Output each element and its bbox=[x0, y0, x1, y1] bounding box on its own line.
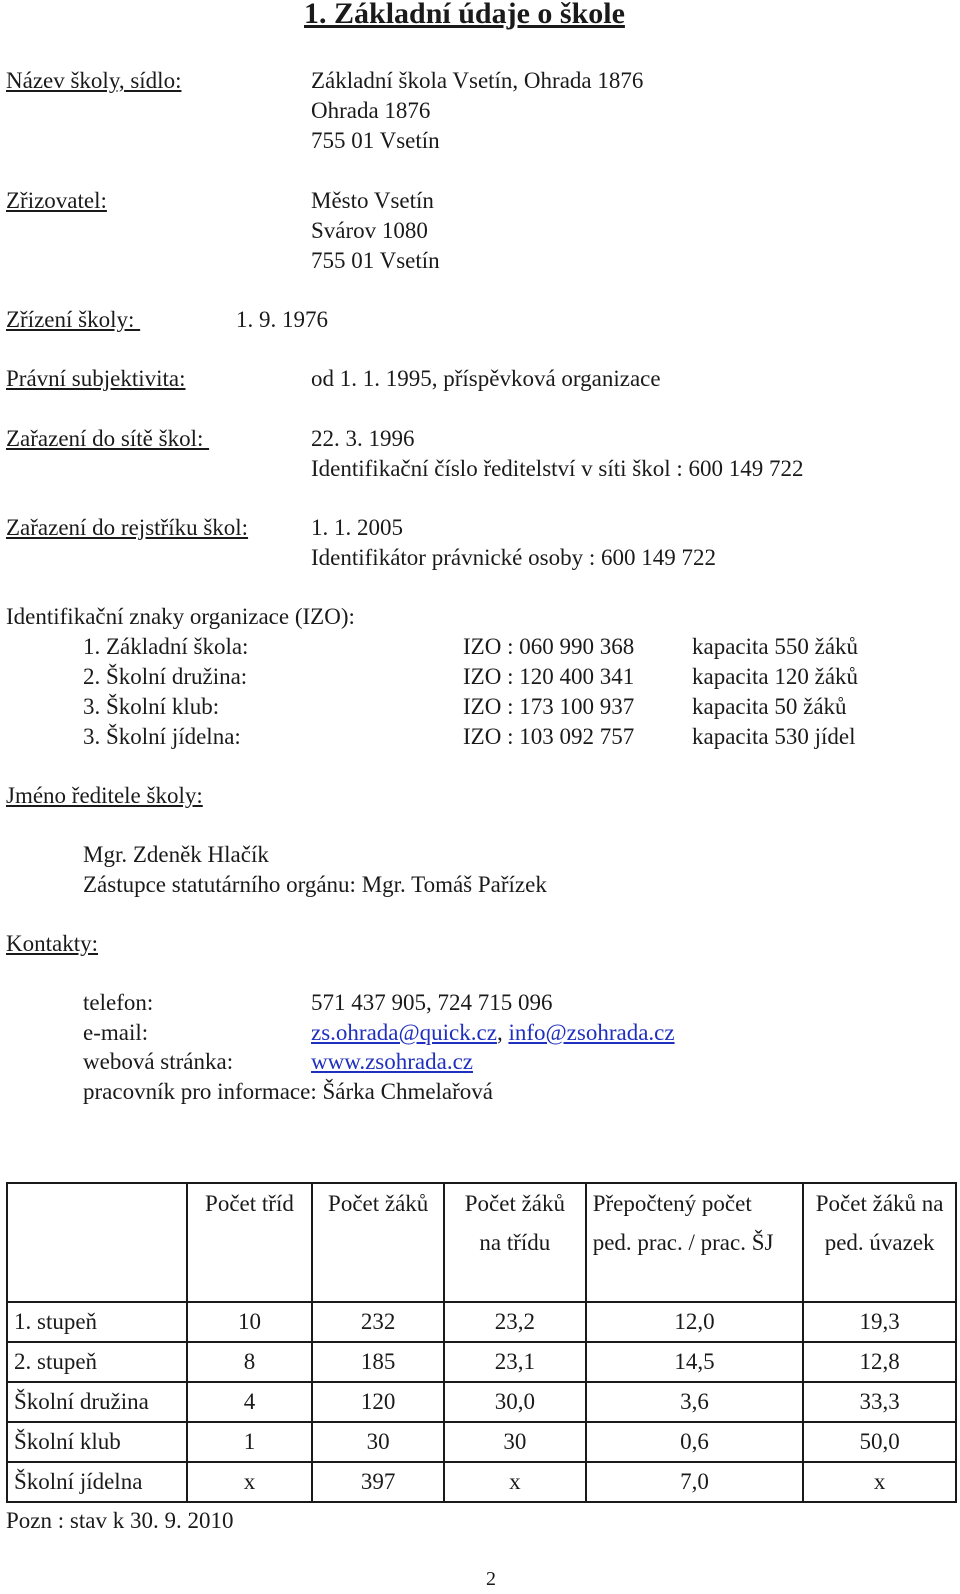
table-header-row bbox=[7, 1183, 956, 1302]
page-number: 2 bbox=[486, 1568, 496, 1590]
table-cell: 397 bbox=[312, 1462, 444, 1502]
table-row bbox=[7, 1462, 956, 1502]
table-header-staff: Přepočtený počet ped. prac. / prac. ŠJ bbox=[586, 1183, 804, 1302]
izo-row-2-code: IZO : 120 400 341 bbox=[463, 664, 635, 689]
email-values bbox=[311, 1018, 675, 1048]
school-line-1: Základní škola Vsetín, Ohrada 1876 bbox=[311, 68, 644, 93]
email-link-1[interactable]: zs.ohrada@quick.cz bbox=[311, 1020, 497, 1045]
table-cell: 0,6 bbox=[586, 1422, 804, 1462]
table-row bbox=[7, 1422, 956, 1462]
stats-table bbox=[6, 1182, 957, 1503]
established-value: 1. 9. 1976 bbox=[236, 307, 328, 332]
table-cell: 33,3 bbox=[803, 1382, 956, 1422]
email-link-2[interactable]: info@zsohrada.cz bbox=[508, 1020, 675, 1045]
table-cell: Školní družina bbox=[7, 1382, 187, 1422]
network-detail: Identifikační číslo ředitelství v síti škol : 600 149 722 bbox=[311, 456, 804, 481]
izo-row-4-name: 3. Školní jídelna: bbox=[83, 724, 241, 749]
izo-row-3-name: 3. Školní klub: bbox=[83, 694, 220, 719]
table-cell: 3,6 bbox=[586, 1382, 804, 1422]
legal-label: Právní subjektivita: bbox=[6, 366, 186, 391]
table-cell: 50,0 bbox=[803, 1422, 956, 1462]
table-cell: x bbox=[803, 1462, 956, 1502]
izo-row-4-capacity: kapacita 530 jídel bbox=[692, 724, 856, 749]
table-header-classes: Počet tříd bbox=[187, 1183, 313, 1302]
table-cell: 7,0 bbox=[586, 1462, 804, 1502]
table-cell: 1. stupeň bbox=[7, 1302, 187, 1342]
register-detail: Identifikátor právnické osoby : 600 149 722 bbox=[311, 545, 716, 570]
network-value: 22. 3. 1996 bbox=[311, 426, 415, 451]
register-label: Zařazení do rejstříku škol: bbox=[6, 515, 249, 540]
web-label: webová stránka: bbox=[83, 1049, 234, 1074]
table-cell: 14,5 bbox=[586, 1342, 804, 1382]
web-link[interactable]: www.zsohrada.cz bbox=[311, 1049, 473, 1074]
table-cell: 4 bbox=[187, 1382, 313, 1422]
deputy-name: Zástupce statutárního orgánu: Mgr. Tomáš Pařízek bbox=[83, 872, 547, 897]
table-cell: Školní jídelna bbox=[7, 1462, 187, 1502]
izo-row-1-capacity: kapacita 550 žáků bbox=[692, 634, 859, 659]
table-cell: 30 bbox=[312, 1422, 444, 1462]
table-row bbox=[7, 1382, 956, 1422]
izo-row-3-capacity: kapacita 50 žáků bbox=[692, 694, 847, 719]
table-cell: 2. stupeň bbox=[7, 1342, 187, 1382]
phone-label: telefon: bbox=[83, 990, 154, 1015]
school-line-3: 755 01 Vsetín bbox=[311, 128, 440, 153]
izo-row-4-code: IZO : 103 092 757 bbox=[463, 724, 635, 749]
table-row bbox=[7, 1302, 956, 1342]
izo-row-2-name: 2. Školní družina: bbox=[83, 664, 248, 689]
school-line-2: Ohrada 1876 bbox=[311, 98, 431, 123]
table-cell: 185 bbox=[312, 1342, 444, 1382]
table-header-pupils: Počet žáků bbox=[312, 1183, 444, 1302]
izo-row-1-code: IZO : 060 990 368 bbox=[463, 634, 635, 659]
table-cell: 10 bbox=[187, 1302, 313, 1342]
table-cell: 120 bbox=[312, 1382, 444, 1422]
founder-line-3: 755 01 Vsetín bbox=[311, 248, 440, 273]
phone-value: 571 437 905, 724 715 096 bbox=[311, 990, 553, 1015]
table-cell: 12,8 bbox=[803, 1342, 956, 1382]
izo-row-3-code: IZO : 173 100 937 bbox=[463, 694, 635, 719]
table-cell: x bbox=[187, 1462, 313, 1502]
table-cell: 8 bbox=[187, 1342, 313, 1382]
founder-line-1: Město Vsetín bbox=[311, 188, 434, 213]
izo-label: Identifikační znaky organizace (IZO): bbox=[6, 604, 355, 629]
director-name: Mgr. Zdeněk Hlačík bbox=[83, 842, 269, 867]
director-label: Jméno ředitele školy: bbox=[6, 783, 203, 808]
table-header-pupils-per-teacher: Počet žáků na ped. úvazek bbox=[803, 1183, 956, 1302]
founder-label: Zřizovatel: bbox=[6, 188, 107, 213]
table-cell: 232 bbox=[312, 1302, 444, 1342]
legal-value: od 1. 1. 1995, příspěvková organizace bbox=[311, 366, 661, 391]
izo-row-1-name: 1. Základní škola: bbox=[83, 634, 249, 659]
table-cell: 30,0 bbox=[444, 1382, 586, 1422]
email-label: e-mail: bbox=[83, 1020, 149, 1045]
established-label: Zřízení školy: bbox=[6, 307, 141, 332]
school-label: Název školy, sídlo: bbox=[6, 68, 182, 93]
page-title: 1. Základní údaje o škole bbox=[304, 0, 625, 30]
founder-line-2: Svárov 1080 bbox=[311, 218, 428, 243]
table-note: Pozn : stav k 30. 9. 2010 bbox=[6, 1508, 234, 1533]
table-header-empty bbox=[7, 1183, 187, 1302]
network-label: Zařazení do sítě škol: bbox=[6, 426, 210, 451]
table-cell: 12,0 bbox=[586, 1302, 804, 1342]
table-cell: 19,3 bbox=[803, 1302, 956, 1342]
table-cell: 1 bbox=[187, 1422, 313, 1462]
table-cell: 30 bbox=[444, 1422, 586, 1462]
register-value: 1. 1. 2005 bbox=[311, 515, 403, 540]
table-cell: 23,2 bbox=[444, 1302, 586, 1342]
table-header-pupils-per-class: Počet žáků na třídu bbox=[444, 1183, 586, 1302]
izo-row-2-capacity: kapacita 120 žáků bbox=[692, 664, 859, 689]
info-person: pracovník pro informace: Šárka Chmelařová bbox=[83, 1079, 494, 1104]
table-cell: x bbox=[444, 1462, 586, 1502]
contacts-label: Kontakty: bbox=[6, 931, 98, 956]
table-cell: 23,1 bbox=[444, 1342, 586, 1382]
table-row bbox=[7, 1342, 956, 1382]
email-separator: , bbox=[496, 1020, 509, 1045]
table-cell: Školní klub bbox=[7, 1422, 187, 1462]
